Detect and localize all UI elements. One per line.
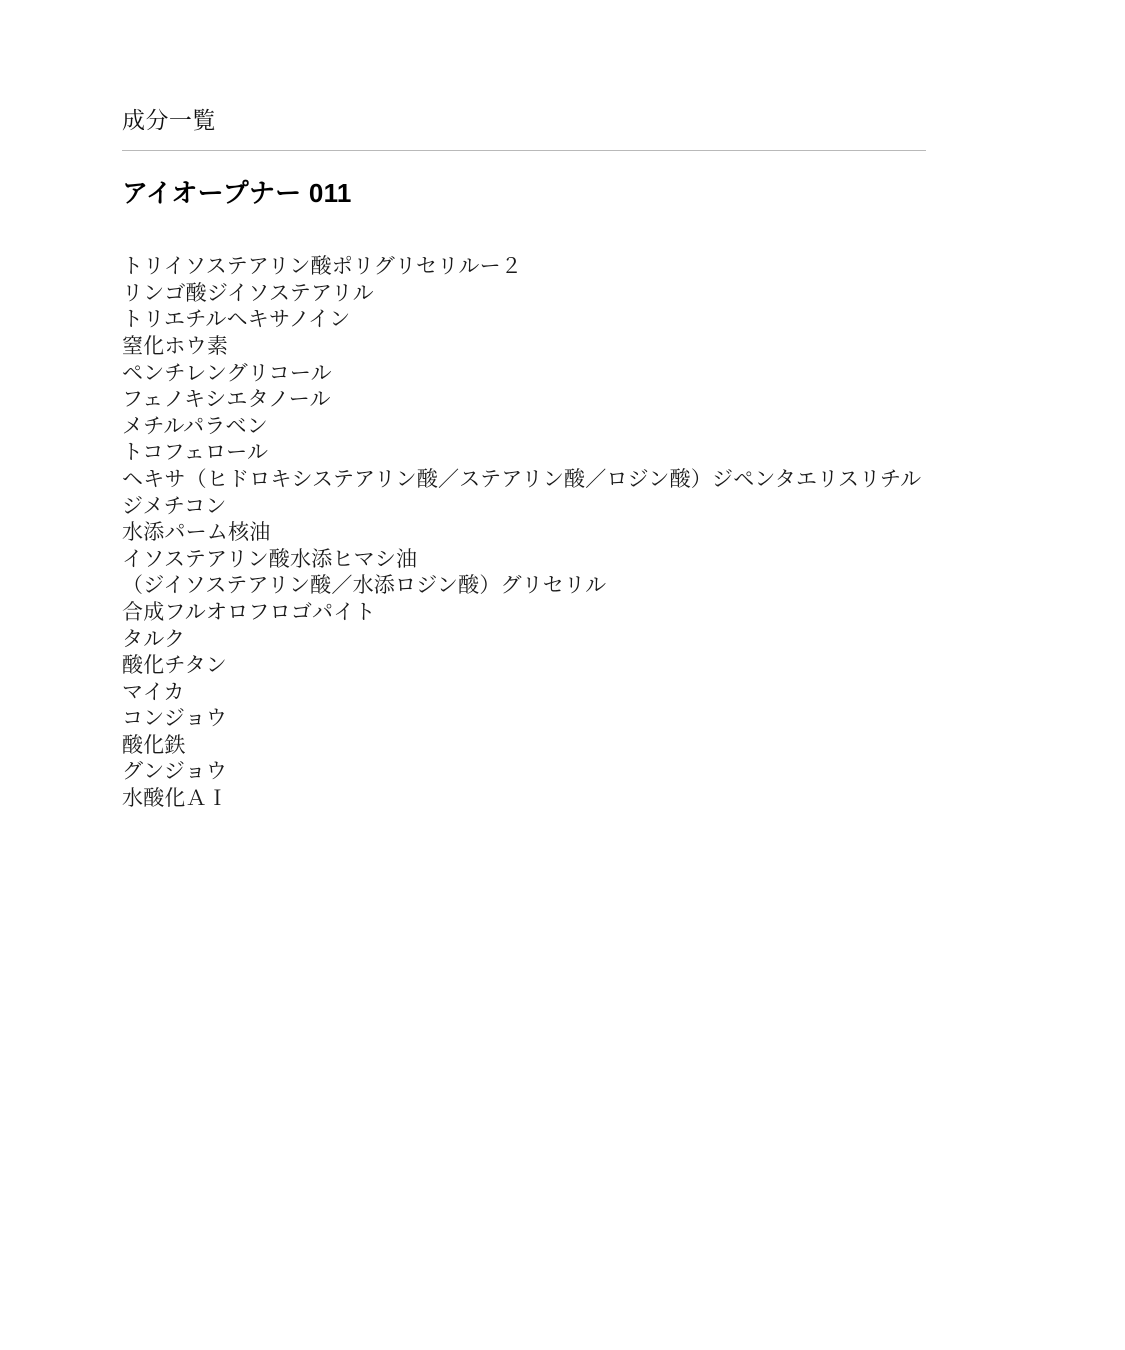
list-item: リンゴ酸ジイソステアリル: [122, 281, 374, 305]
list-item: タルク: [122, 627, 186, 651]
document-content: [122, 104, 929, 813]
list-item: ヘキサ（ヒドロキシステアリン酸／ステアリン酸／ロジン酸）ジペンタエリスリチル: [122, 467, 922, 491]
list-item: 合成フルオロフロゴパイト: [122, 600, 376, 624]
list-item: コンジョウ: [122, 707, 228, 731]
list-item: マイカ: [122, 680, 185, 704]
title-divider: [122, 150, 926, 151]
list-item: 窒化ホウ素: [122, 334, 229, 358]
list-item: 酸化チタン: [122, 654, 227, 678]
list-item: 水添パーム核油: [122, 521, 271, 545]
list-item: ジメチコン: [122, 494, 227, 518]
ingredient-list: [122, 254, 929, 812]
list-item: トリイソステアリン酸ポリグリセリルー２: [122, 255, 523, 279]
list-item: フェノキシエタノール: [122, 388, 331, 412]
list-item: 水酸化ＡＩ: [122, 787, 229, 811]
list-item: ペンチレングリコール: [122, 361, 332, 385]
list-item: トリエチルヘキサノイン: [122, 308, 351, 332]
list-item: 酸化鉄: [122, 733, 186, 757]
list-item: グンジョウ: [122, 760, 228, 784]
list-item: イソステアリン酸水添ヒマシ油: [122, 547, 418, 571]
list-item: トコフェロール: [122, 441, 269, 465]
product-name-heading: アイオープナー 011: [122, 178, 352, 209]
list-item: （ジイソステアリン酸／水添ロジン酸）グリセリル: [122, 574, 607, 598]
page-title: 成分一覧: [122, 107, 216, 133]
list-item: メチルパラベン: [122, 414, 268, 438]
